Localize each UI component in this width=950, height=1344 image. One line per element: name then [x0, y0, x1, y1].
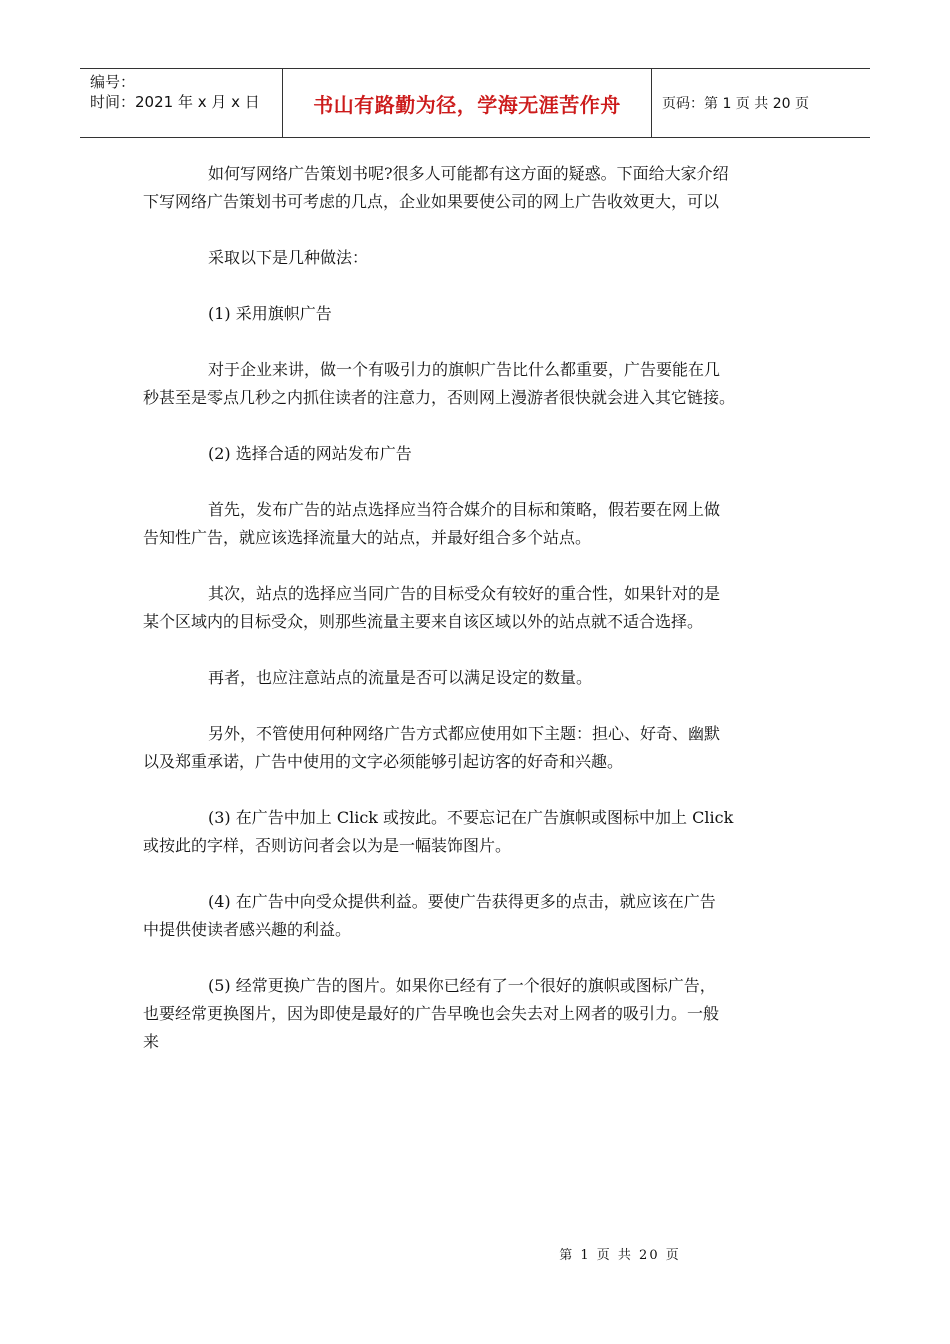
paragraph-line: (3) 在广告中加上 Click 或按此。不要忘记在广告旗帜或图标中加上 Click [208, 808, 734, 827]
paragraph-line: (4) 在广告中向受众提供利益。要使广告获得更多的点击，就应该在广告 [208, 892, 716, 911]
paragraph-line: 告知性广告，就应该选择流量大的站点，并最好组合多个站点。 [143, 528, 592, 547]
paragraph [143, 972, 823, 1056]
time-label: 时间：2021 年 x 月 x 日 [90, 93, 260, 111]
paragraph-line: 或按此的字样，否则访问者会以为是一幅装饰图片。 [143, 836, 512, 855]
paragraph-line: 来 [143, 1032, 160, 1051]
paragraph-line: 如何写网络广告策划书呢?很多人可能都有这方面的疑惑。下面给大家介绍 [208, 164, 729, 183]
paragraph [143, 440, 823, 468]
paragraph [143, 720, 823, 776]
paragraph [143, 160, 823, 216]
paragraph-line: 首先，发布广告的站点选择应当符合媒介的目标和策略，假若要在网上做 [208, 500, 721, 519]
page-footer: 第 1 页 共 20 页 [559, 1248, 681, 1263]
paragraph [143, 804, 823, 860]
paragraph [143, 356, 823, 412]
header-page-info: 页码：第 1 页 共 20 页 [662, 96, 809, 112]
paragraph-line: 下写网络广告策划书可考虑的几点，企业如果要使公司的网上广告收效更大，可以 [143, 192, 720, 211]
paragraph-line: 对于企业来讲，做一个有吸引力的旗帜广告比什么都重要，广告要能在几 [208, 360, 721, 379]
paragraph [143, 664, 823, 692]
paragraph [143, 888, 823, 944]
paragraph-line: 秒甚至是零点几秒之内抓住读者的注意力，否则网上漫游者很快就会进入其它链接。 [143, 388, 736, 407]
number-label: 编号： [90, 73, 136, 91]
paragraph [143, 580, 823, 636]
paragraph-line: 再者，也应注意站点的流量是否可以满足设定的数量。 [208, 668, 593, 687]
header-meta [80, 69, 283, 137]
paragraph-line: 采取以下是几种做法： [208, 248, 369, 267]
paragraph-line: (5) 经常更换广告的图片。如果你已经有了一个很好的旗帜或图标广告， [208, 976, 716, 995]
header-motto: 书山有路勤为径，学海无涯苦作舟 [283, 69, 652, 137]
paragraph [143, 496, 823, 552]
paragraph-line: 也要经常更换图片，因为即使是最好的广告早晚也会失去对上网者的吸引力。一般 [143, 1004, 720, 1023]
paragraph-line: 中提供使读者感兴趣的利益。 [143, 920, 352, 939]
paragraph-line: 另外，不管使用何种网络广告方式都应使用如下主题：担心、好奇、幽默 [208, 724, 721, 743]
paragraph-line: 其次，站点的选择应当同广告的目标受众有较好的重合性，如果针对的是 [208, 584, 721, 603]
document-body [143, 160, 823, 1084]
paragraph-line: (1) 采用旗帜广告 [208, 304, 332, 323]
paragraph-line: 以及郑重承诺，广告中使用的文字必须能够引起访客的好奇和兴趣。 [143, 752, 624, 771]
paragraph [143, 244, 823, 272]
document-header [80, 68, 870, 138]
paragraph [143, 300, 823, 328]
paragraph-line: 某个区域内的目标受众，则那些流量主要来自该区域以外的站点就不适合选择。 [143, 612, 704, 631]
paragraph-line: (2) 选择合适的网站发布广告 [208, 444, 412, 463]
